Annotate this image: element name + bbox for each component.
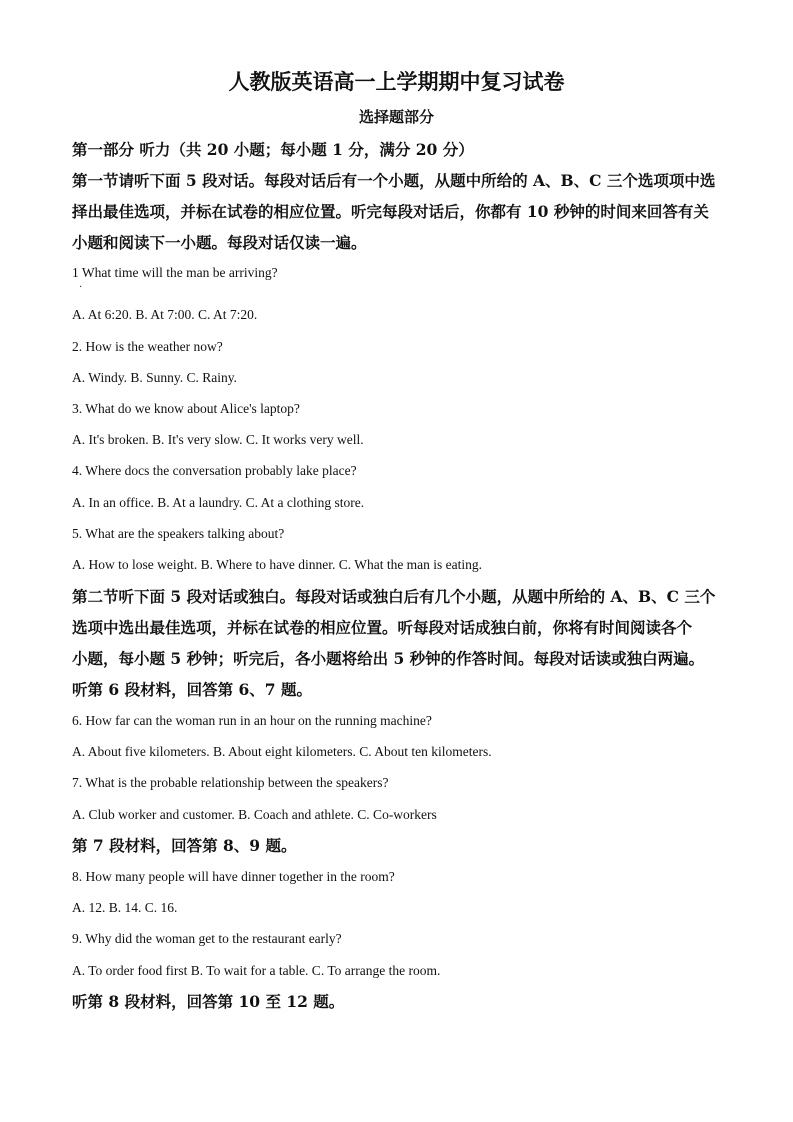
question-3-options: A. It's broken. B. It's very slow. C. It works very well. [72, 432, 364, 447]
section1-instructions-line: 择出最佳选项，并标在试卷的相应位置。听完每段对话后，你都有 10 秒钟的时间来回答有关 [72, 202, 709, 221]
section1-instructions-line: 第一节请听下面 5 段对话。每段对话后有一个小题，从题中所给的 A、B、C 三个选项项中选 [72, 171, 716, 190]
material-8-heading: 听第 8 段材料，回答第 10 至 12 题。 [72, 992, 345, 1011]
section2-instructions-line: 小题，每小题 5 秒钟；听完后，各小题将给出 5 秒钟的作答时间。每段对话读或独白两遍。 [72, 649, 705, 668]
part1-heading: 第一部分 听力（共 20 小题；每小题 1 分，满分 20 分） [72, 140, 474, 159]
question-5: 5. What are the speakers talking about? [72, 526, 285, 541]
section1-instructions-line: 小题和阅读下一小题。每段对话仅读一遍。 [72, 233, 367, 252]
question-5-options: A. How to lose weight. B. Where to have dinner. C. What the man is eating. [72, 557, 483, 572]
question-4: 4. Where docs the conversation probably lake place? [72, 463, 357, 478]
page-subtitle: 选择题部分 [358, 108, 434, 126]
question-2-options: A. Windy. B. Sunny. C. Rainy. [72, 370, 237, 385]
question-3: 3. What do we know about Alice's laptop? [72, 401, 300, 416]
question-1-mark: · [79, 282, 83, 293]
section2-instructions-line: 选项中选出最佳选项，并标在试卷的相应位置。听每段对话成独白前，你将有时间阅读各个 [72, 618, 693, 637]
question-7-options: A. Club worker and customer. B. Coach and athlete. C. Co-workers [72, 807, 437, 822]
question-1-options: A. At 6:20. B. At 7:00. C. At 7:20. [72, 307, 258, 322]
question-9-options: A. To order food first B. To wait for a table. C. To arrange the room. [72, 963, 441, 978]
section2-instructions-line: 第二节听下面 5 段对话或独白。每段对话或独白后有几个小题，从题中所给的 A、B、C 三个 [72, 587, 716, 606]
material-7-heading: 第 7 段材料，回答第 8、9 题。 [72, 836, 297, 855]
question-8: 8. How many people will have dinner together in the room? [72, 869, 395, 884]
question-4-options: A. In an office. B. At a laundry. C. At a clothing store. [72, 495, 365, 510]
question-9: 9. Why did the woman get to the restaurant early? [72, 931, 342, 946]
question-6: 6. How far can the woman run in an hour on the running machine? [72, 713, 432, 728]
question-1: 1 What time will the man be arriving? [72, 265, 278, 280]
question-2: 2. How is the weather now? [72, 339, 223, 354]
page-title: 人教版英语高一上学期期中复习试卷 [228, 69, 565, 94]
material-6-heading: 听第 6 段材料，回答第 6、7 题。 [72, 680, 312, 699]
question-6-options: A. About five kilometers. B. About eight kilometers. C. About ten kilometers. [72, 744, 492, 759]
question-8-options: A. 12. B. 14. C. 16. [72, 900, 178, 915]
question-7: 7. What is the probable relationship between the speakers? [72, 775, 389, 790]
